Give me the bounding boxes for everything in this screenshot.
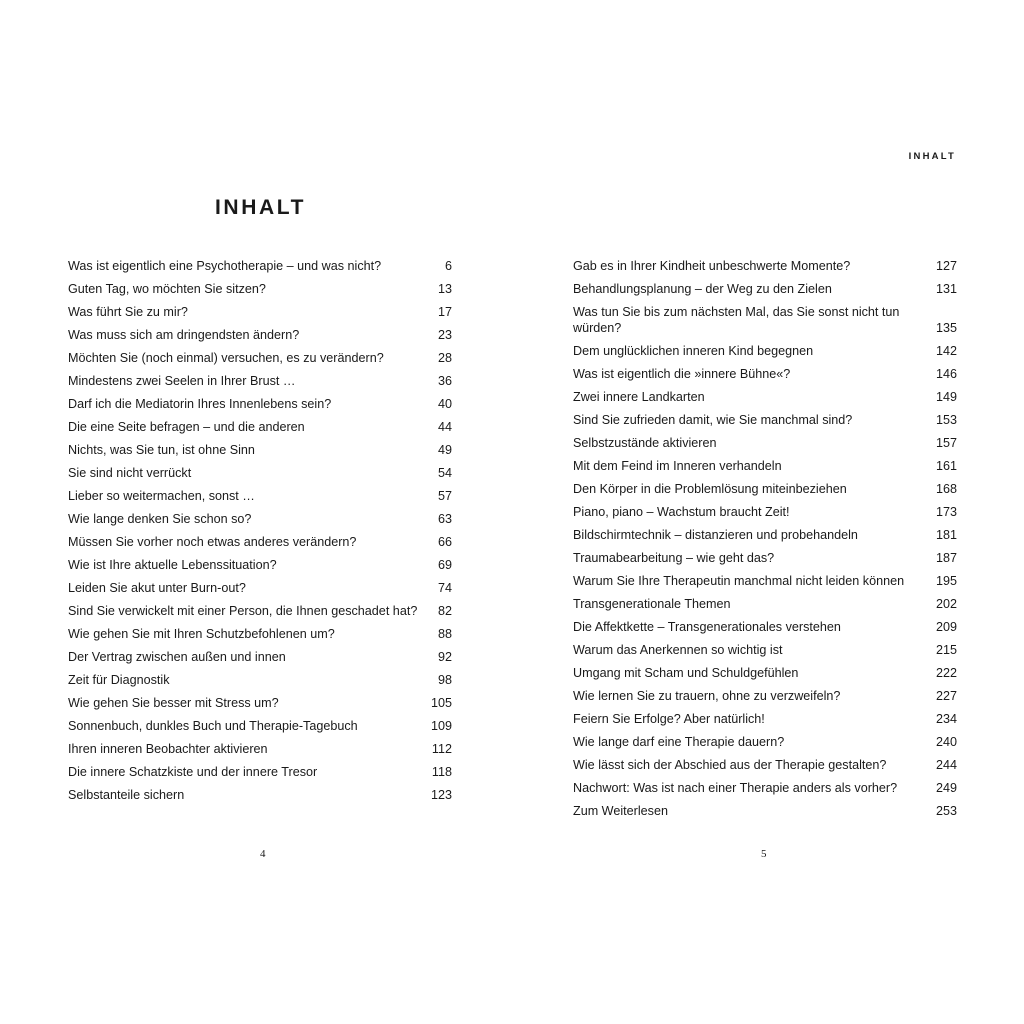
toc-entry-page: 63 — [437, 511, 452, 526]
toc-entry-title: Wie gehen Sie mit Ihren Schutzbefohlenen um? — [68, 626, 335, 641]
toc-entry-page: 44 — [437, 419, 452, 434]
toc-entry-title: Selbstanteile sichern — [68, 787, 185, 802]
toc-entry-title: Nachwort: Was ist nach einer Therapie anders als vorher? — [573, 780, 898, 795]
toc-entry-title: Mit dem Feind im Inneren verhandeln — [573, 458, 782, 473]
toc-entry[interactable] — [573, 254, 957, 277]
toc-entry-title: Was muss sich am dringendsten ändern? — [68, 327, 300, 342]
toc-entry-page: 142 — [935, 343, 957, 358]
toc-entry[interactable] — [68, 737, 452, 760]
toc-entry[interactable] — [68, 599, 452, 622]
toc-entry-page: 54 — [437, 465, 452, 480]
toc-entry[interactable] — [68, 507, 452, 530]
toc-entry-title: Wie lange darf eine Therapie dauern? — [573, 734, 785, 749]
toc-entry-page: 209 — [935, 619, 957, 634]
toc-entry[interactable] — [68, 691, 452, 714]
toc-entry-title: Mindestens zwei Seelen in Ihrer Brust … — [68, 373, 296, 388]
toc-entry-page: 6 — [444, 258, 452, 273]
toc-entry[interactable] — [68, 277, 452, 300]
toc-entry[interactable] — [573, 431, 957, 454]
page-title: INHALT — [215, 196, 307, 219]
toc-entry[interactable] — [68, 346, 452, 369]
toc-entry-page: 131 — [935, 281, 957, 296]
toc-entry[interactable] — [573, 592, 957, 615]
toc-entry-title: Wie lernen Sie zu trauern, ohne zu verzweifeln? — [573, 688, 841, 703]
toc-entry-page: 249 — [935, 780, 957, 795]
toc-entry-title: Der Vertrag zwischen außen und innen — [68, 649, 286, 664]
toc-entry-title: Feiern Sie Erfolge? Aber natürlich! — [573, 711, 765, 726]
toc-entry[interactable] — [573, 753, 957, 776]
toc-entry-title: Die Affektkette – Transgenerationales verstehen — [573, 619, 841, 634]
toc-entry[interactable] — [68, 553, 452, 576]
toc-entry[interactable] — [68, 369, 452, 392]
toc-entry-page: 23 — [437, 327, 452, 342]
toc-entry-page: 17 — [437, 304, 452, 319]
toc-entry[interactable] — [573, 684, 957, 707]
toc-entry[interactable] — [573, 500, 957, 523]
toc-entry-title: Warum das Anerkennen so wichtig ist — [573, 642, 783, 657]
toc-entry-page: 161 — [935, 458, 957, 473]
running-head: INHALT — [908, 151, 956, 162]
toc-left-column — [68, 254, 452, 806]
toc-entry-title: Was tun Sie bis zum nächsten Mal, das Sie sonst nicht tun würden? — [573, 304, 900, 335]
toc-entry-page: 234 — [935, 711, 957, 726]
page-number-left: 4 — [260, 848, 266, 860]
toc-entry-page: 109 — [430, 718, 452, 733]
toc-entry-page: 149 — [935, 389, 957, 404]
toc-entry-title: Leiden Sie akut unter Burn-out? — [68, 580, 246, 595]
toc-entry[interactable] — [573, 799, 957, 822]
toc-entry-title: Lieber so weitermachen, sonst … — [68, 488, 255, 503]
toc-entry-page: 240 — [935, 734, 957, 749]
toc-entry[interactable] — [573, 362, 957, 385]
toc-entry-page: 57 — [437, 488, 452, 503]
toc-entry-page: 153 — [935, 412, 957, 427]
toc-entry[interactable] — [68, 645, 452, 668]
toc-entry[interactable] — [68, 323, 452, 346]
toc-entry-page: 66 — [437, 534, 452, 549]
toc-entry-page: 118 — [431, 764, 452, 779]
toc-entry[interactable] — [68, 484, 452, 507]
toc-entry[interactable] — [68, 415, 452, 438]
toc-entry-title: Müssen Sie vorher noch etwas anderes verändern? — [68, 534, 357, 549]
toc-entry[interactable] — [573, 339, 957, 362]
toc-entry-page: 13 — [437, 281, 452, 296]
toc-entry-title: Darf ich die Mediatorin Ihres Innenlebens sein? — [68, 396, 332, 411]
toc-entry[interactable] — [68, 668, 452, 691]
toc-entry-page: 40 — [437, 396, 452, 411]
toc-entry-page: 202 — [935, 596, 957, 611]
toc-entry[interactable] — [573, 615, 957, 638]
toc-entry-title: Wie ist Ihre aktuelle Lebenssituation? — [68, 557, 277, 572]
toc-entry-page: 227 — [935, 688, 957, 703]
toc-entry-page: 187 — [935, 550, 957, 565]
toc-right-column — [573, 254, 957, 822]
toc-entry[interactable] — [573, 408, 957, 431]
toc-entry[interactable] — [573, 638, 957, 661]
toc-entry-page: 244 — [935, 757, 957, 772]
toc-entry-title: Die eine Seite befragen – und die anderen — [68, 419, 305, 434]
toc-entry[interactable] — [573, 569, 957, 592]
toc-entry-title: Nichts, was Sie tun, ist ohne Sinn — [68, 442, 255, 457]
toc-entry[interactable] — [573, 661, 957, 684]
toc-entry-title: Gab es in Ihrer Kindheit unbeschwerte Momente? — [573, 258, 851, 273]
toc-entry-title: Sind Sie zufrieden damit, wie Sie manchmal sind? — [573, 412, 853, 427]
toc-entry-page: 181 — [935, 527, 957, 542]
toc-entry-page: 215 — [935, 642, 957, 657]
toc-entry-page: 146 — [935, 366, 957, 381]
toc-entry-page: 98 — [437, 672, 452, 687]
toc-entry[interactable] — [573, 385, 957, 408]
toc-entry[interactable] — [68, 530, 452, 553]
toc-entry-page: 123 — [430, 787, 452, 802]
toc-entry-title: Was ist eigentlich eine Psychotherapie – und was nicht? — [68, 258, 382, 273]
toc-entry-title: Sonnenbuch, dunkles Buch und Therapie-Tagebuch — [68, 718, 358, 733]
page-number-right: 5 — [761, 848, 767, 860]
toc-entry[interactable] — [68, 714, 452, 737]
toc-entry-title: Möchten Sie (noch einmal) versuchen, es zu verändern? — [68, 350, 384, 365]
toc-entry[interactable] — [573, 523, 957, 546]
toc-entry-page: 105 — [430, 695, 452, 710]
toc-entry[interactable] — [573, 546, 957, 569]
toc-entry-title: Behandlungsplanung – der Weg zu den Zielen — [573, 281, 832, 296]
toc-entry-page: 173 — [935, 504, 957, 519]
toc-entry[interactable] — [68, 461, 452, 484]
toc-entry-title: Zwei innere Landkarten — [573, 389, 705, 404]
toc-entry-page: 222 — [935, 665, 957, 680]
toc-entry-page: 112 — [431, 741, 452, 756]
toc-entry-page: 36 — [437, 373, 452, 388]
toc-entry-page: 135 — [935, 320, 957, 335]
toc-entry-title: Zeit für Diagnostik — [68, 672, 170, 687]
toc-entry-page: 28 — [437, 350, 452, 365]
toc-entry-title: Selbstzustände aktivieren — [573, 435, 717, 450]
toc-entry-page: 195 — [935, 573, 957, 588]
toc-entry-title: Ihren inneren Beobachter aktivieren — [68, 741, 268, 756]
toc-entry-title: Was führt Sie zu mir? — [68, 304, 188, 319]
toc-entry-page: 92 — [437, 649, 452, 664]
toc-entry-title: Zum Weiterlesen — [573, 803, 668, 818]
toc-entry[interactable] — [68, 576, 452, 599]
toc-entry-title: Den Körper in die Problemlösung miteinbeziehen — [573, 481, 847, 496]
toc-entry-title: Wie lässt sich der Abschied aus der Therapie gestalten? — [573, 757, 887, 772]
toc-entry-page: 157 — [935, 435, 957, 450]
toc-entry-page: 127 — [935, 258, 957, 273]
toc-entry[interactable] — [573, 707, 957, 730]
toc-entry[interactable] — [68, 254, 452, 277]
toc-entry-title: Guten Tag, wo möchten Sie sitzen? — [68, 281, 266, 296]
toc-entry-page: 49 — [437, 442, 452, 457]
toc-entry[interactable] — [68, 760, 452, 783]
toc-entry[interactable] — [573, 454, 957, 477]
toc-entry[interactable] — [68, 392, 452, 415]
toc-entry[interactable] — [573, 776, 957, 799]
toc-entry-title: Sie sind nicht verrückt — [68, 465, 192, 480]
toc-entry[interactable] — [68, 438, 452, 461]
toc-entry-title: Piano, piano – Wachstum braucht Zeit! — [573, 504, 790, 519]
toc-entry-title: Wie gehen Sie besser mit Stress um? — [68, 695, 279, 710]
toc-entry[interactable] — [68, 783, 452, 806]
toc-entry-title: Was ist eigentlich die »innere Bühne«? — [573, 366, 791, 381]
toc-entry-page: 88 — [437, 626, 452, 641]
toc-entry-title: Die innere Schatzkiste und der innere Tresor — [68, 764, 318, 779]
toc-entry-title: Sind Sie verwickelt mit einer Person, die Ihnen geschadet hat? — [68, 603, 418, 618]
toc-entry[interactable] — [573, 300, 957, 339]
toc-entry[interactable] — [68, 300, 452, 323]
toc-entry[interactable] — [573, 477, 957, 500]
toc-entry[interactable] — [573, 730, 957, 753]
toc-entry-page: 253 — [935, 803, 957, 818]
toc-entry-title: Wie lange denken Sie schon so? — [68, 511, 252, 526]
toc-entry-page: 168 — [935, 481, 957, 496]
toc-entry-title: Warum Sie Ihre Therapeutin manchmal nicht leiden können — [573, 573, 905, 588]
toc-entry[interactable] — [68, 622, 452, 645]
toc-entry-title: Bildschirmtechnik – distanzieren und probehandeln — [573, 527, 858, 542]
toc-entry-page: 69 — [437, 557, 452, 572]
toc-entry-page: 74 — [437, 580, 452, 595]
toc-entry-title: Traumabearbeitung – wie geht das? — [573, 550, 775, 565]
toc-entry[interactable] — [573, 277, 957, 300]
toc-entry-title: Transgenerationale Themen — [573, 596, 731, 611]
toc-entry-title: Umgang mit Scham und Schuldgefühlen — [573, 665, 799, 680]
toc-entry-page: 82 — [437, 603, 452, 618]
toc-entry-title: Dem unglücklichen inneren Kind begegnen — [573, 343, 814, 358]
